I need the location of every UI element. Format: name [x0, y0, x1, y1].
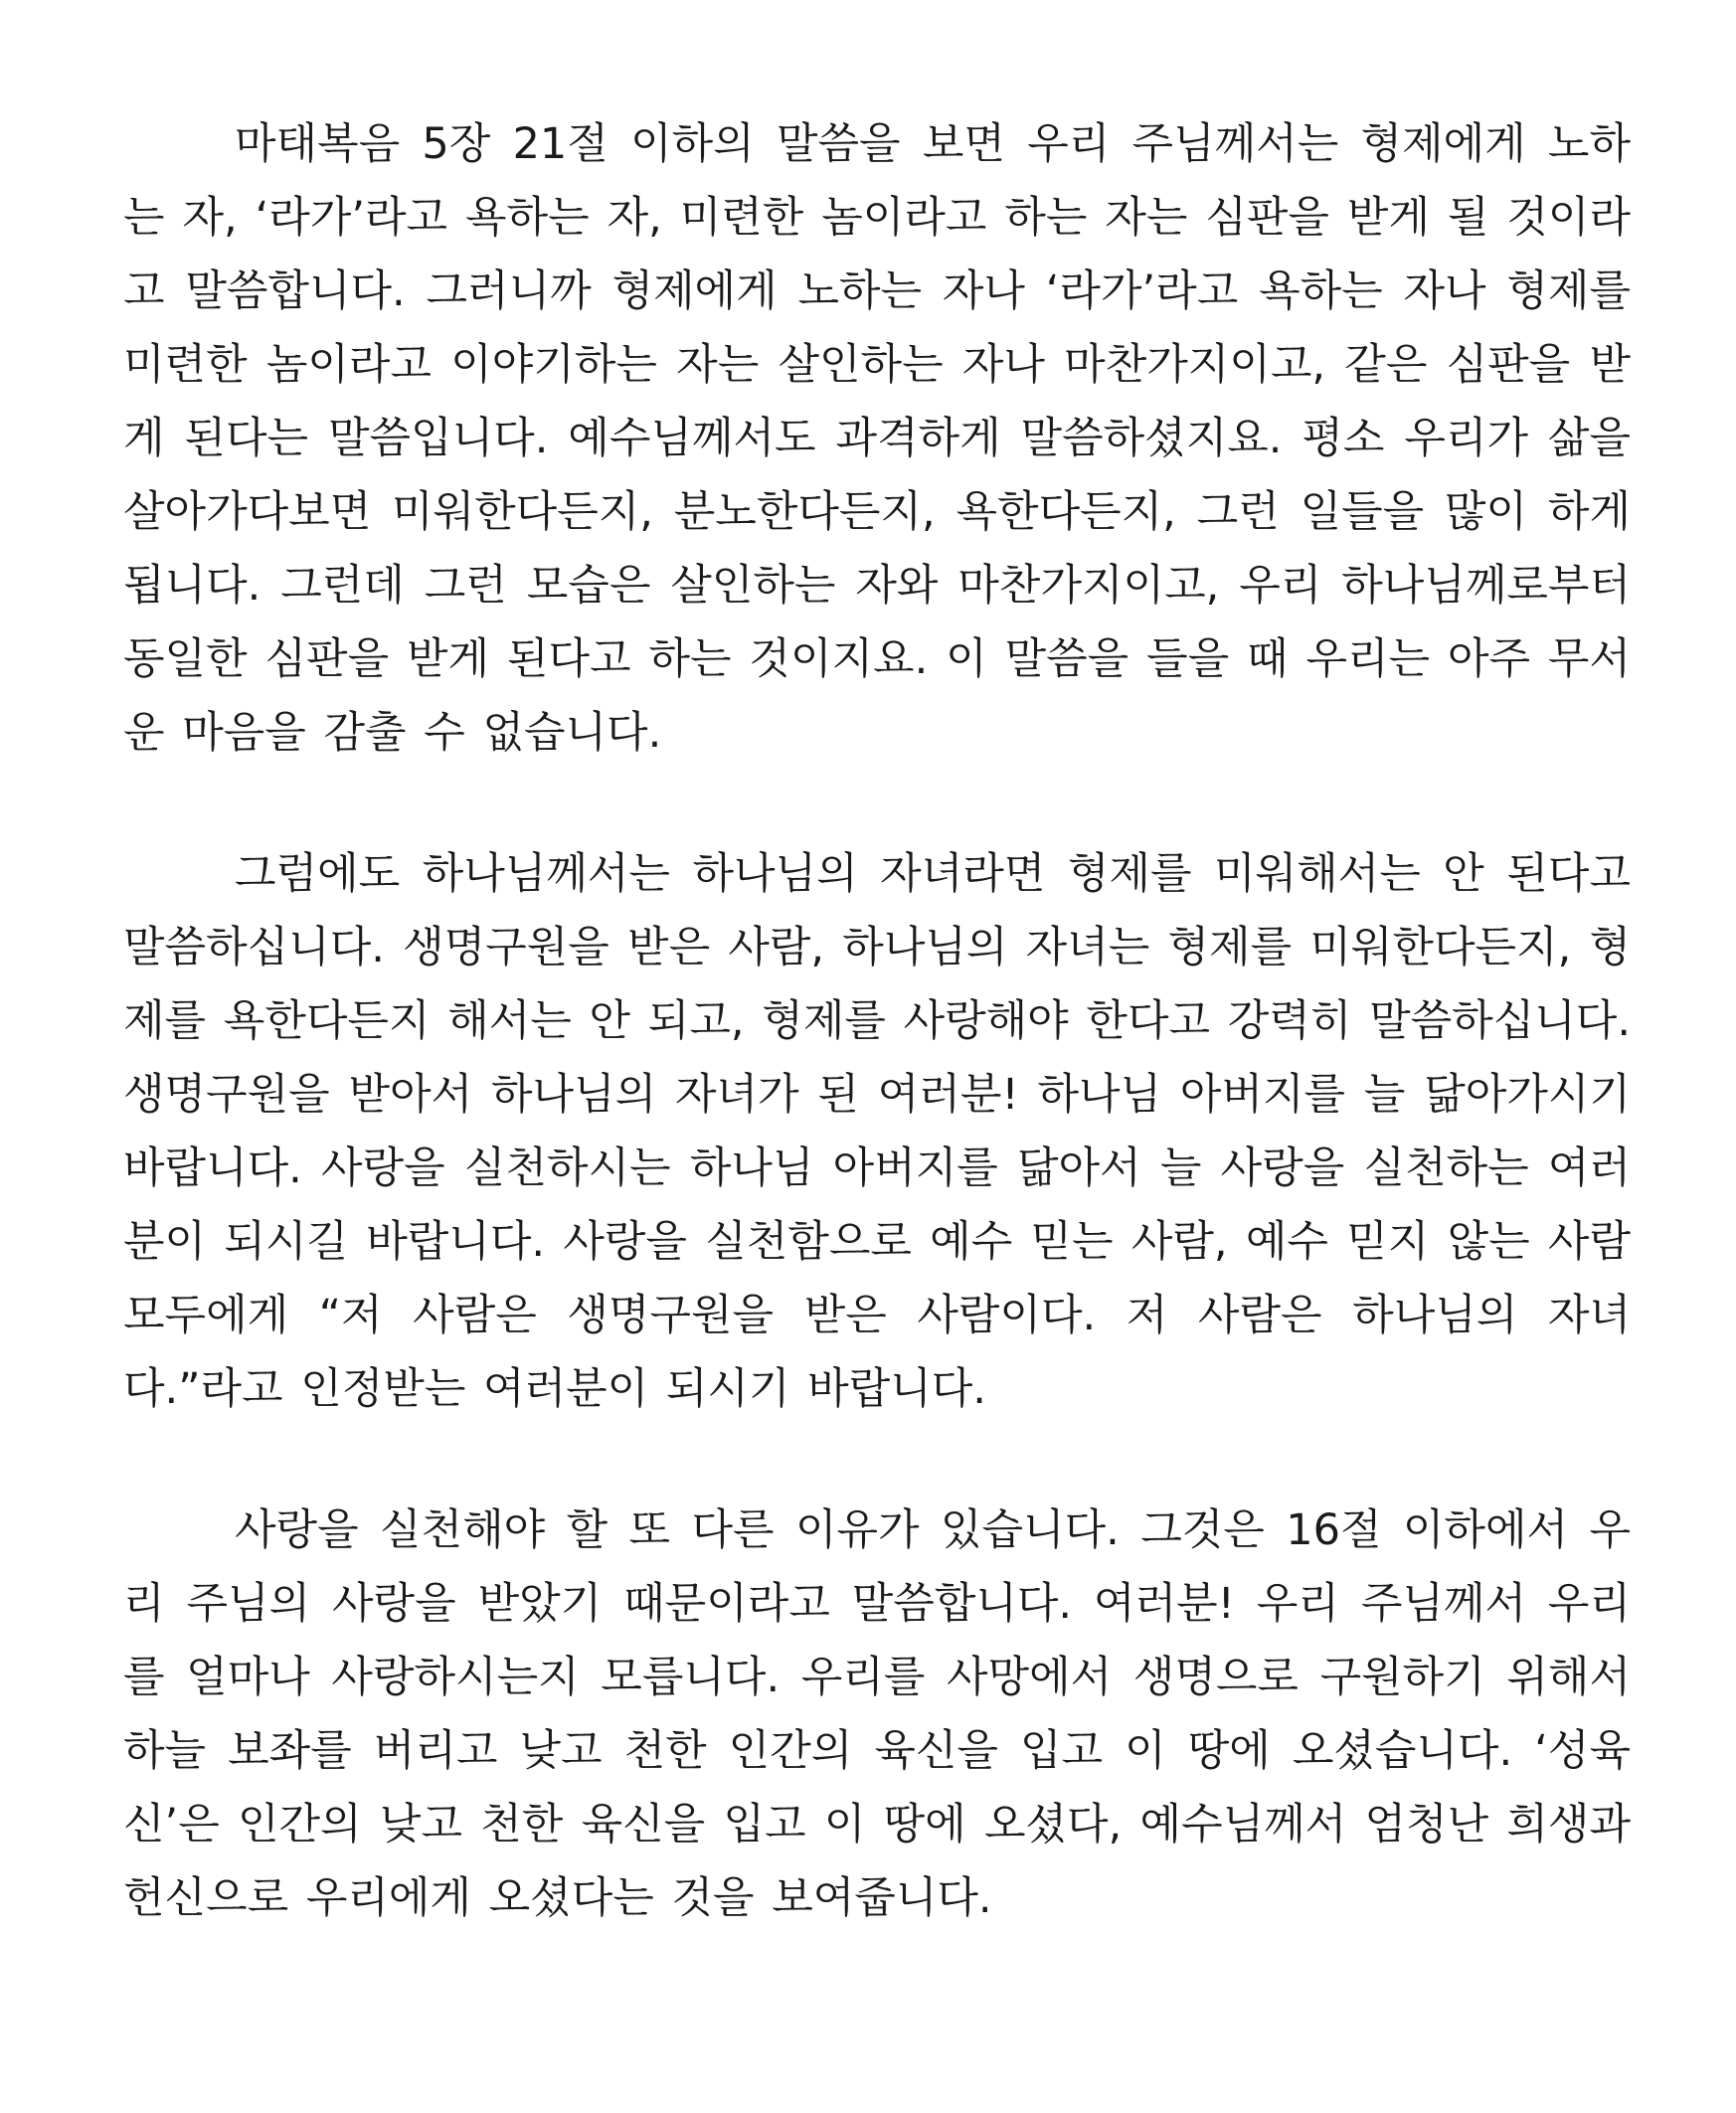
paragraph-3: 사랑을 실천해야 할 또 다른 이유가 있습니다. 그것은 16절 이하에서 우리 주님의 사랑을 받았기 때문이라고 말씀합니다. 여러분! 우리 주님께서 우리를 얼마나 사랑하시는지 모릅니다. 우리를 사망에서 생명으로 구원하기 위해서 하늘 보좌를 버리고 낮고 천한 인간의 육신을 입고 이 땅에 오셨습니다. ‘성육신’은 인간의 낮고 천한 육신을 입고 이 땅에 오셨다, 예수님께서 엄청난 희생과 헌신으로 우리에게 오셨다는 것을 보여줍니다. [123, 1505, 1631, 1923]
paragraph-2: 그럼에도 하나님께서는 하나님의 자녀라면 형제를 미워해서는 안 된다고 말씀하십니다. 생명구원을 받은 사람, 하나님의 자녀는 형제를 미워한다든지, 형제를 욕한다든지 해서는 안 되고, 형제를 사랑해야 한다고 강력히 말씀하십니다. 생명구원을 받아서 하나님의 자녀가 된 여러분! 하나님 아버지를 늘 닮아가시기 바랍니다. 사랑을 실천하시는 하나님 아버지를 닮아서 늘 사랑을 실천하는 여러분이 되시길 바랍니다. 사랑을 실천함으로 예수 믿는 사람, 예수 믿지 않는 사람 모두에게 “저 사람은 생명구원을 받은 사람이다. 저 사람은 하나님의 자녀다.”라고 인정받는 여러분이 되시기 바랍니다. [123, 849, 1631, 1414]
document-page [123, 107, 1631, 2003]
paragraph-1: 마태복음 5장 21절 이하의 말씀을 보면 우리 주님께서는 형제에게 노하는 자, ‘라가’라고 욕하는 자, 미련한 놈이라고 하는 자는 심판을 받게 될 것이라고 말씀합니다. 그러니까 형제에게 노하는 자나 ‘라가’라고 욕하는 자나 형제를 미련한 놈이라고 이야기하는 자는 살인하는 자나 마찬가지이고, 같은 심판을 받게 된다는 말씀입니다. 예수님께서도 과격하게 말씀하셨지요. 평소 우리가 삶을 살아가다보면 미워한다든지, 분노한다든지, 욕한다든지, 그런 일들을 많이 하게 됩니다. 그런데 그런 모습은 살인하는 자와 마찬가지이고, 우리 하나님께로부터 동일한 심판을 받게 된다고 하는 것이지요. 이 말씀을 들을 때 우리는 아주 무서운 마음을 감출 수 없습니다. [123, 119, 1631, 758]
